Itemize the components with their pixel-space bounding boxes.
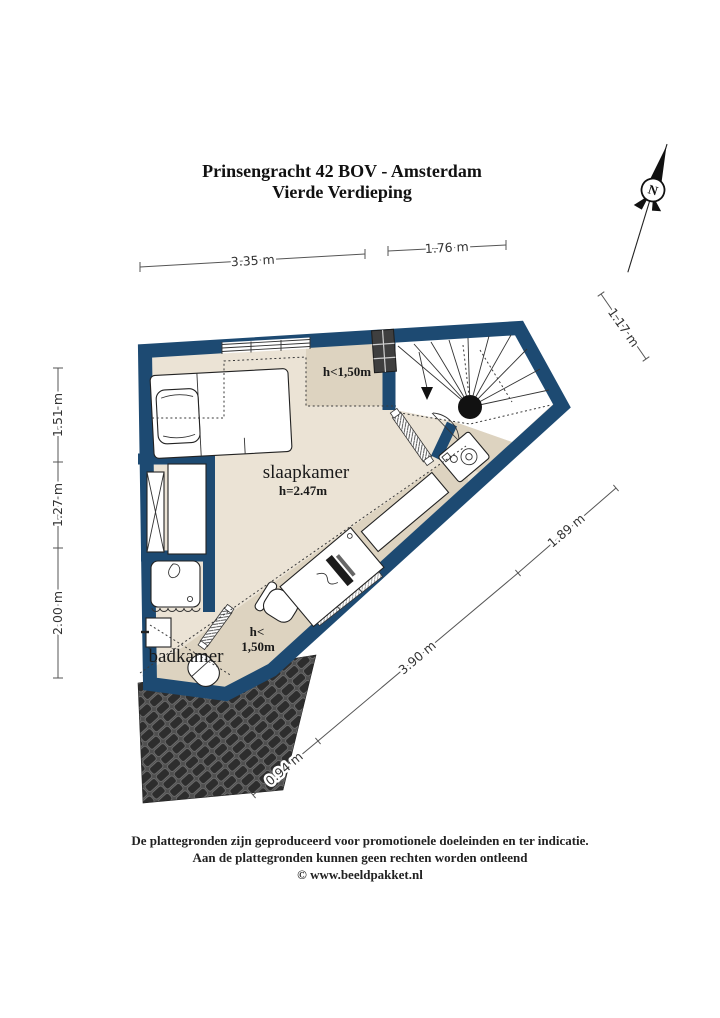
- footer-line3: © www.beeldpakket.nl: [297, 867, 423, 882]
- room-height-slaapkamer: h=2.47m: [278, 483, 328, 498]
- wardrobe: [168, 464, 206, 554]
- svg-text:3.35 m: 3.35 m: [230, 251, 276, 270]
- low-height-label-top: h<1,50m: [322, 364, 372, 379]
- footer-line1: De plattegronden zijn geproduceerd voor promotionele doeleinden en ter indicatie.: [131, 833, 589, 848]
- svg-text:2.00 m: 2.00 m: [50, 591, 65, 635]
- shaft: [147, 472, 164, 552]
- pillow: [156, 388, 201, 444]
- title-line2: Vierde Verdieping: [272, 182, 412, 202]
- dimension-top-2: [388, 239, 506, 256]
- low-height-label-bottom-1: h<: [249, 624, 265, 639]
- room-label-slaapkamer: slaapkamer: [262, 462, 350, 483]
- footer-disclaimer: [131, 833, 588, 882]
- svg-text:1.17 m: 1.17 m: [604, 305, 643, 350]
- page-title: [202, 161, 482, 202]
- svg-text:3.90 m: 3.90 m: [395, 637, 439, 678]
- dimension-right: [598, 292, 650, 362]
- svg-text:1.89 m: 1.89 m: [544, 510, 588, 551]
- svg-text:1.51 m: 1.51 m: [50, 393, 65, 437]
- compass-icon: [614, 140, 680, 276]
- dimension-top-1: [140, 249, 365, 272]
- title-line1: Prinsengracht 42 BOV - Amsterdam: [202, 161, 482, 181]
- bed: [150, 368, 292, 458]
- washbasin: [141, 618, 171, 647]
- chimney: [372, 329, 397, 372]
- svg-text:0.94 m: 0.94 m: [262, 748, 306, 789]
- dimension-left: [50, 368, 65, 678]
- low-height-label-bottom-2: 1,50m: [241, 639, 275, 654]
- svg-text:1.76 m: 1.76 m: [424, 238, 470, 257]
- newel-post: [458, 395, 482, 419]
- svg-text:1.27 m: 1.27 m: [50, 483, 65, 527]
- shower: [151, 561, 200, 612]
- footer-line2: Aan de plattegronden kunnen geen rechten worden ontleend: [192, 850, 528, 865]
- compass-north-label: N: [646, 181, 660, 199]
- room-label-badkamer: badkamer: [148, 646, 224, 667]
